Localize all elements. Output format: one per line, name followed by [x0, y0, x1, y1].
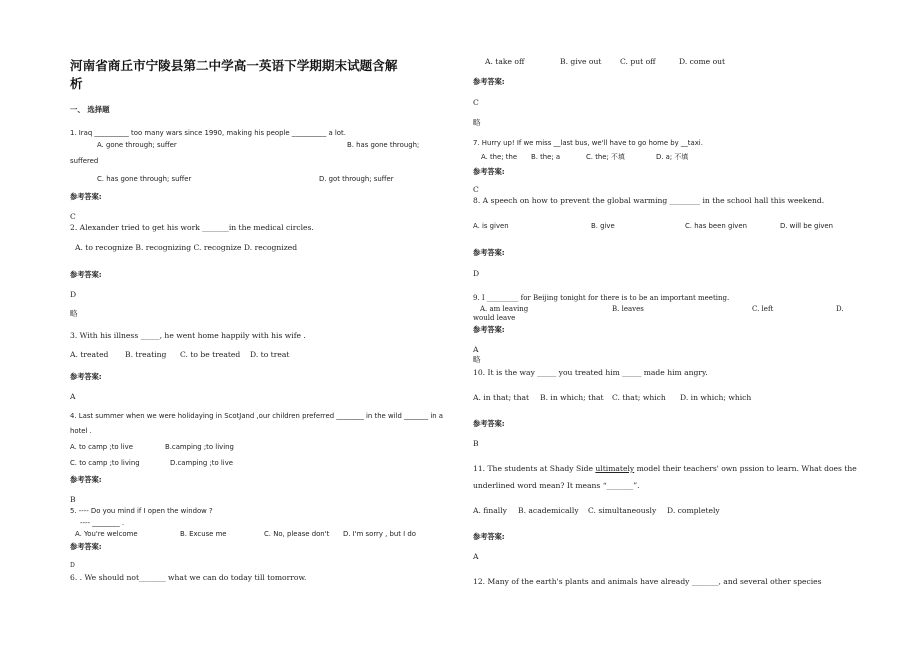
q8-option-a: A. is given [473, 222, 509, 230]
q12-stem: 12. Many of the earth's plants and animals have already _______, and several other species [473, 577, 822, 586]
q11-option-b: B. academically [518, 506, 579, 515]
q9-stem: 9. I _________ for Beijing tonight for there is to be an important meeting. [473, 294, 730, 302]
q4-option-d: D.camping ;to live [170, 459, 234, 467]
q9-answer-label: 参考答案: [473, 325, 505, 334]
q3-option-d: D. to treat [250, 350, 290, 359]
q10-option-b: B. in which; that [540, 393, 604, 402]
q7-option-b: B. the; a [531, 153, 561, 161]
q1-option-b: B. has gone through; [347, 141, 420, 149]
q1-answer-label: 参考答案: [70, 192, 102, 201]
q2-explanation: 略 [70, 309, 78, 318]
q6-answer-label: 参考答案: [473, 77, 505, 86]
q6-stem: 6. . We should not_______ what we can do today till tomorrow. [70, 573, 307, 582]
q11-option-d: D. completely [667, 506, 720, 515]
q9-option-b: B. leaves [612, 305, 644, 313]
q10-stem: 10. It is the way _____ you treated him _____ made him angry. [473, 368, 708, 377]
q2-stem: 2. Alexander tried to get his work _______in the medical circles. [70, 223, 314, 232]
q9-answer: A [473, 345, 479, 354]
q1-option-b-cont: suffered [70, 157, 99, 165]
page-title-line1: 河南省商丘市宁陵县第二中学高一英语下学期期末试题含解 [70, 58, 398, 73]
q7-answer-label: 参考答案: [473, 167, 505, 176]
q10-answer: B [473, 439, 479, 448]
q3-option-b: B. treating [125, 350, 167, 359]
q11-stem-post: model their teachers' own pssion to learn. What does the [634, 464, 857, 473]
q4-stem-cont: hotel . [70, 427, 92, 435]
q7-option-c: C. the; 不填 [586, 153, 625, 161]
q1-option-d: D. got through; suffer [319, 175, 394, 183]
q7-option-d: D. a; 不填 [656, 153, 689, 161]
q7-option-a: A. the; the [481, 153, 518, 161]
q4-option-b: B.camping ;to living [165, 443, 234, 451]
q1-answer: C [70, 212, 76, 221]
q3-option-c: C. to be treated [180, 350, 241, 359]
q8-option-d: D. will be given [780, 222, 834, 230]
q9-option-d: D. [836, 305, 844, 313]
q4-answer: B [70, 495, 76, 504]
q11-stem-pre: 11. The students at Shady Side [473, 464, 596, 473]
q2-answer-label: 参考答案: [70, 270, 102, 279]
q7-answer: C [473, 185, 479, 194]
q10-answer-label: 参考答案: [473, 419, 505, 428]
q4-option-a: A. to camp ;to live [70, 443, 133, 451]
q4-answer-label: 参考答案: [70, 475, 102, 484]
q5-option-d: D. I'm sorry , but I do [343, 530, 416, 538]
q10-option-a: A. in that; that [473, 393, 530, 402]
q6-explanation: 略 [473, 118, 481, 127]
q3-answer: A [70, 392, 76, 401]
q1-option-c: C. has gone through; suffer [97, 175, 192, 183]
q6-option-b: B. give out [560, 57, 602, 66]
q6-option-d: D. come out [679, 57, 726, 66]
q7-stem: 7. Hurry up! If we miss __last bus, we'll have to go home by __taxi. [473, 139, 703, 147]
q11-option-c: C. simultaneously [588, 506, 657, 515]
q5-stem: 5. ---- Do you mind if I open the window ? [70, 507, 213, 515]
q9-option-a: A. am leaving [480, 305, 529, 313]
q11-stem-cont: underlined word mean? It means “_______”. [473, 481, 640, 490]
section-heading: 一、 选择题 [70, 105, 110, 114]
q9-explanation: 略 [473, 355, 481, 364]
q8-stem: 8. A speech on how to prevent the global warming ________ in the school hall this weekend. [473, 196, 825, 205]
q6-answer: C [473, 98, 479, 107]
q5-answer-label: 参考答案: [70, 542, 102, 551]
q8-option-c: C. has been given [685, 222, 747, 230]
q5-answer: D [70, 562, 75, 569]
q4-option-c: C. to camp ;to living [70, 459, 140, 467]
q11-answer-label: 参考答案: [473, 532, 505, 541]
q9-option-c: C. left [752, 305, 774, 313]
q10-option-c: C. that; which [612, 393, 666, 402]
q11-underlined-word: ultimately [595, 464, 635, 473]
q4-stem: 4. Last summer when we were holidaying in ScotJand ,our children preferred ________ in the wild _______ in a [70, 412, 444, 420]
q3-stem: 3. With his illness _____, he went home happily with his wife . [70, 331, 306, 340]
q5-option-a: A. You're welcome [75, 530, 138, 538]
q3-option-a: A. treated [70, 350, 109, 359]
q1-stem: 1. Iraq __________ too many wars since 1990, making his people __________ a lot. [70, 129, 346, 137]
q2-answer: D [70, 290, 77, 299]
q6-option-c: C. put off [620, 57, 656, 66]
q5-stem-cont: ---- ________ . [80, 519, 125, 527]
q8-answer: D [473, 269, 480, 278]
q9-option-d-cont: would leave [473, 314, 516, 322]
q3-answer-label: 参考答案: [70, 372, 102, 381]
q1-option-a: A. gone through; suffer [97, 141, 177, 149]
q11-option-a: A. finally [473, 506, 507, 515]
q10-option-d: D. in which; which [680, 393, 752, 402]
q6-option-a: A. take off [485, 57, 525, 66]
q5-option-b: B. Excuse me [180, 530, 227, 538]
q2-options: A. to recognize B. recognizing C. recognize D. recognized [75, 243, 298, 252]
q11-stem [473, 464, 857, 473]
q5-option-c: C. No, please don't [264, 530, 330, 538]
q11-answer: A [473, 552, 479, 561]
page-title-line2: 析 [70, 76, 83, 91]
q8-option-b: B. give [591, 222, 615, 230]
q8-answer-label: 参考答案: [473, 248, 505, 257]
